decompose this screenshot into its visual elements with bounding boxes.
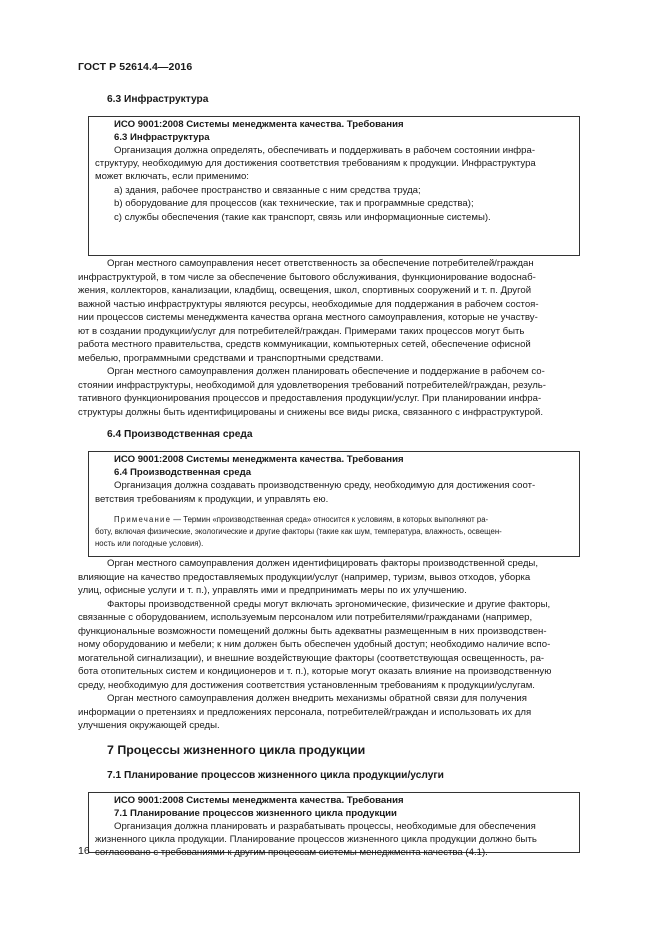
body-text-line: важной частью инфраструктуры являются ресурсы, необходимые для поддержания в рабочем состоя- bbox=[78, 299, 539, 310]
body-text-line: функциональные возможности помещений должны быть адекватны размещенным в них производствен- bbox=[78, 626, 547, 637]
box-note-line: ность или погодные условия). bbox=[95, 539, 204, 548]
note-label: Примечание bbox=[114, 515, 172, 524]
box-line: жизненного цикла продукции. Планирование процессов жизненного цикла продукции должно быть bbox=[95, 834, 537, 845]
body-text-line: стоянии инфраструктуры, необходимой для удовлетворения требований потребителей/граждан, резуль- bbox=[78, 380, 546, 391]
note-text: — Термин «производственная среда» относится к условиям, в которых выполняют ра- bbox=[171, 515, 489, 524]
body-text-line: улучшения окружающей среды. bbox=[78, 720, 220, 731]
box-title: ИСО 9001:2008 Системы менеджмента качества. Требования bbox=[114, 795, 404, 806]
body-text-line: Факторы производственной среды могут включать эргономические, физические и другие факторы, bbox=[107, 599, 551, 610]
box-list-item: c) службы обеспечения (такие как транспорт, связь или информационные системы). bbox=[114, 212, 491, 223]
body-text-line: Орган местного самоуправления должен идентифицировать факторы производственной среды, bbox=[107, 558, 538, 569]
body-text-line: связанные с оборудованием, используемым персоналом или потребителями/гражданами (например, bbox=[78, 612, 533, 623]
box-title: ИСО 9001:2008 Системы менеджмента качества. Требования bbox=[114, 454, 404, 465]
chapter-heading-7: 7 Процессы жизненного цикла продукции bbox=[107, 743, 366, 757]
box-line: Организация должна планировать и разрабатывать процессы, необходимые для обеспечения bbox=[114, 821, 536, 832]
section-heading-6-3: 6.3 Инфраструктура bbox=[107, 94, 209, 105]
box-line: Организация должна определять, обеспечивать и поддерживать в рабочем состоянии инфра- bbox=[114, 145, 536, 156]
box-subtitle: 7.1 Планирование процессов жизненного цикла продукции bbox=[114, 808, 397, 819]
body-text-line: ют в создании продукции/услуг для потребителей/граждан. Примерами таких процессов могут быть bbox=[78, 326, 525, 337]
body-text-line: улиц, офисные услуги и т. п.), управлять ими и предпринимать меры по их улучшению. bbox=[78, 585, 467, 596]
document-header: ГОСТ Р 52614.4—2016 bbox=[78, 61, 193, 73]
box-line: согласовано с требованиями к другим процессам системы менеджмента качества (4.1). bbox=[95, 847, 488, 858]
box-list-item: a) здания, рабочее пространство и связанные с ним средства труда; bbox=[114, 185, 421, 196]
body-text-line: работа местного правительства, средств коммуникации, компьютерных сетей, обеспечение офисной bbox=[78, 339, 531, 350]
body-text-line: ному оборудованию и мебели; к ним должен быть обеспечен удобный доступ; необходимо наличие вспо- bbox=[78, 639, 551, 650]
body-text-line: Орган местного самоуправления должен планировать обеспечение и поддержание в рабочем со- bbox=[107, 366, 545, 377]
page-number: 16 bbox=[78, 845, 90, 857]
box-title: ИСО 9001:2008 Системы менеджмента качества. Требования bbox=[114, 119, 404, 130]
body-text-line: инфраструктурой, в том числе за обеспечение бытового обслуживания, функционирование водоснаб- bbox=[78, 272, 536, 283]
box-subtitle: 6.4 Производственная среда bbox=[114, 467, 252, 478]
box-note-line: боту, включая физические, экологические и другие факторы (такие как шум, температура, влажность, освещен- bbox=[95, 527, 502, 536]
box-list-item: b) оборудование для процессов (как технические, так и программные средства); bbox=[114, 198, 474, 209]
body-text-line: бота отопительных систем и кондиционеров и т. п.), которые могут оказать влияние на производственную bbox=[78, 666, 552, 677]
section-heading-7-1: 7.1 Планирование процессов жизненного цикла продукции/услуги bbox=[107, 770, 444, 781]
body-text-line: среду, необходимую для достижения соответствия установленным требованиям к продукции/услугам. bbox=[78, 680, 535, 691]
iso-quote-box-6-3 bbox=[88, 116, 580, 256]
iso-quote-box-6-4 bbox=[88, 451, 580, 557]
box-line: ветствия требованиям к продукции, и управлять ею. bbox=[95, 494, 329, 505]
body-text-line: структуры должны быть идентифицированы и снижены все виды риска, связанного с инфраструктурой. bbox=[78, 407, 544, 418]
iso-quote-box-7-1 bbox=[88, 792, 580, 858]
box-line: Организация должна создавать производственную среду, необходимую для достижения соот- bbox=[114, 480, 536, 491]
body-text-line: нии процессов системы менеджмента качества органа местного самоуправления, которые не участву- bbox=[78, 312, 538, 323]
body-text-line: жения, коллекторов, канализации, кладбищ, освещения, школ, спортивных сооружений и т. п. Другой bbox=[78, 285, 532, 296]
body-text-line: влияющие на качество предоставляемых продукции/услуг (например, туризм, вывоз отходов, уборка bbox=[78, 572, 531, 583]
body-text-line: мебелью, программными средствами и транспортными средствами. bbox=[78, 353, 384, 364]
box-line: может включать, если применимо: bbox=[95, 171, 249, 182]
box-line: структуру, необходимую для достижения соответствия требованиям к продукции. Инфраструктура bbox=[95, 158, 536, 169]
body-text-line: тативного функционирования процессов и предоставления продукции/услуг. При планировании инфра- bbox=[78, 393, 542, 404]
section-heading-6-4: 6.4 Производственная среда bbox=[107, 429, 253, 440]
body-text-line: Орган местного самоуправления должен внедрить механизмы обратной связи для получения bbox=[107, 693, 527, 704]
box-note bbox=[114, 514, 488, 525]
box-subtitle: 6.3 Инфраструктура bbox=[114, 132, 210, 143]
body-text-line: информации о претензиях и предложениях персонала, потребителей/граждан и использовать их для bbox=[78, 707, 532, 718]
body-text-line: могательной сигнализации), и внешние воздействующие факторы (соответствующая освещенность, ра- bbox=[78, 653, 545, 664]
body-text-line: Орган местного самоуправления несет ответственность за обеспечение потребителей/граждан bbox=[107, 258, 534, 269]
